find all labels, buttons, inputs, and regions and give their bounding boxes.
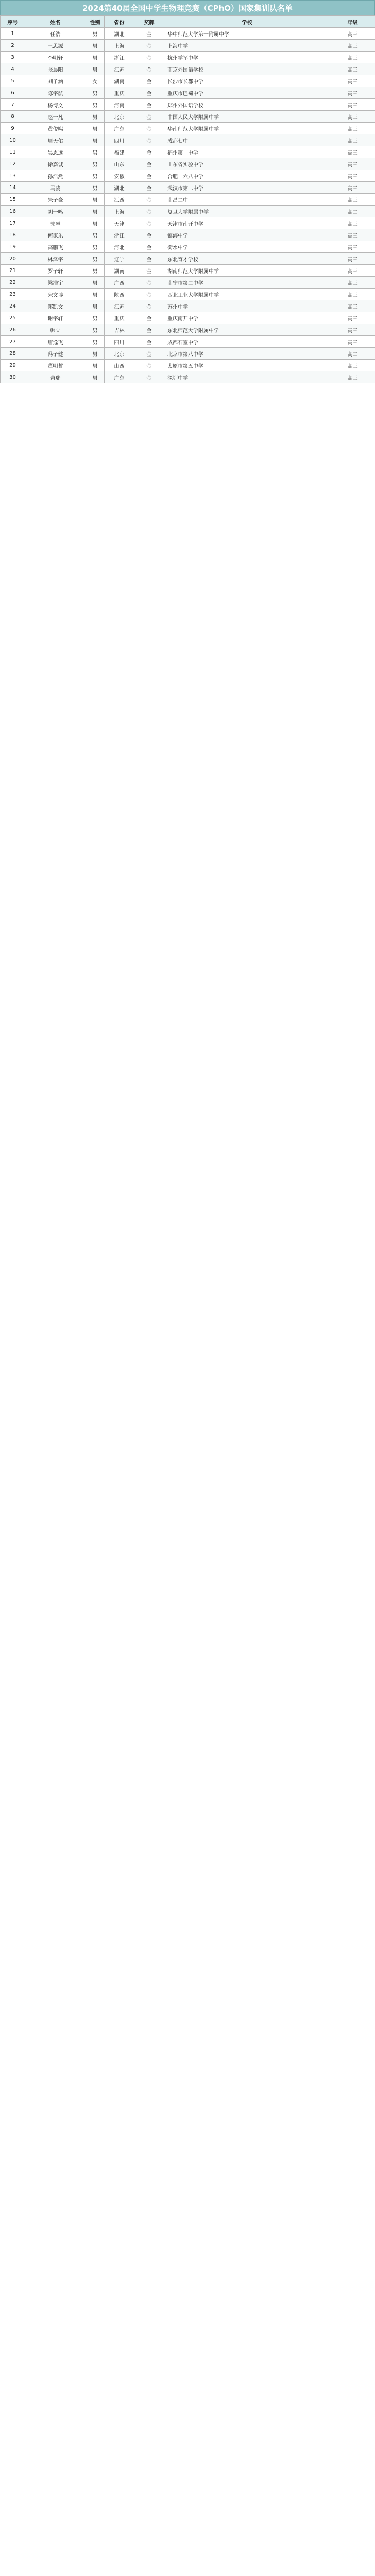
table-cell: 26 xyxy=(1,324,25,336)
table-row xyxy=(1,194,375,206)
table-row xyxy=(1,241,375,253)
table-cell: 10 xyxy=(1,134,25,146)
column-header: 年级 xyxy=(330,16,375,28)
table-cell: 长沙市长郡中学 xyxy=(164,75,330,87)
table-cell: 17 xyxy=(1,217,25,229)
table-cell: 河北 xyxy=(105,241,134,253)
table-cell: 金 xyxy=(134,348,164,360)
table-cell: 高二 xyxy=(330,348,375,360)
table-cell: 高三 xyxy=(330,336,375,348)
table-cell: 金 xyxy=(134,134,164,146)
table-cell: 男 xyxy=(86,217,105,229)
table-cell: 男 xyxy=(86,87,105,99)
table-cell: 25 xyxy=(1,312,25,324)
table-cell: 男 xyxy=(86,360,105,371)
table-cell: 河南 xyxy=(105,99,134,111)
table-cell: 男 xyxy=(86,63,105,75)
table-cell: 男 xyxy=(86,123,105,134)
table-row xyxy=(1,63,375,75)
table-cell: 高三 xyxy=(330,265,375,277)
table-cell: 14 xyxy=(1,182,25,194)
table-cell: 男 xyxy=(86,170,105,182)
table-cell: 19 xyxy=(1,241,25,253)
table-cell: 郭睿 xyxy=(25,217,86,229)
table-cell: 朱子豪 xyxy=(25,194,86,206)
table-cell: 12 xyxy=(1,158,25,170)
table-cell: 金 xyxy=(134,241,164,253)
table-cell: 杨博文 xyxy=(25,99,86,111)
table-cell: 金 xyxy=(134,336,164,348)
table-cell: 高三 xyxy=(330,75,375,87)
table-cell: 金 xyxy=(134,123,164,134)
table-cell: 董明哲 xyxy=(25,360,86,371)
table-cell: 高三 xyxy=(330,52,375,63)
table-cell: 周天佑 xyxy=(25,134,86,146)
table-cell: 女 xyxy=(86,75,105,87)
table-cell: 11 xyxy=(1,146,25,158)
table-cell: 21 xyxy=(1,265,25,277)
table-cell: 高三 xyxy=(330,170,375,182)
table-row xyxy=(1,40,375,52)
table-cell: 任浩 xyxy=(25,28,86,40)
table-cell: 27 xyxy=(1,336,25,348)
table-cell: 高三 xyxy=(330,194,375,206)
table-cell: 16 xyxy=(1,206,25,217)
table-cell: 高三 xyxy=(330,146,375,158)
table-cell: 武汉市第二中学 xyxy=(164,182,330,194)
table-cell: 金 xyxy=(134,28,164,40)
table-cell: 浙江 xyxy=(105,229,134,241)
table-cell: 金 xyxy=(134,229,164,241)
table-cell: 28 xyxy=(1,348,25,360)
column-header: 序号 xyxy=(1,16,25,28)
table-cell: 北京市第八中学 xyxy=(164,348,330,360)
table-cell: 浙江 xyxy=(105,52,134,63)
table-cell: 湖南师范大学附属中学 xyxy=(164,265,330,277)
table-cell: 男 xyxy=(86,336,105,348)
table-cell: 3 xyxy=(1,52,25,63)
table-row xyxy=(1,371,375,383)
table-cell: 山西 xyxy=(105,360,134,371)
table-cell: 金 xyxy=(134,170,164,182)
table-row xyxy=(1,75,375,87)
table-cell: 高三 xyxy=(330,371,375,383)
table-cell: 高三 xyxy=(330,40,375,52)
table-cell: 9 xyxy=(1,123,25,134)
table-cell: 高三 xyxy=(330,28,375,40)
table-cell: 西北工业大学附属中学 xyxy=(164,289,330,300)
table-row xyxy=(1,134,375,146)
table-row xyxy=(1,170,375,182)
table-cell: 深圳中学 xyxy=(164,371,330,383)
table-cell: 王思源 xyxy=(25,40,86,52)
table-cell: 重庆 xyxy=(105,87,134,99)
table-cell: 20 xyxy=(1,253,25,265)
table-cell: 1 xyxy=(1,28,25,40)
table-cell: 湖南 xyxy=(105,265,134,277)
table-cell: 杭州学军中学 xyxy=(164,52,330,63)
table-cell: 吴思远 xyxy=(25,146,86,158)
table-row xyxy=(1,324,375,336)
table-cell: 孙浩然 xyxy=(25,170,86,182)
table-cell: 男 xyxy=(86,229,105,241)
table-cell: 高三 xyxy=(330,289,375,300)
table-cell: 男 xyxy=(86,253,105,265)
table-cell: 男 xyxy=(86,348,105,360)
table-cell: 高鹏飞 xyxy=(25,241,86,253)
table-cell: 13 xyxy=(1,170,25,182)
table-cell: 金 xyxy=(134,146,164,158)
table-body xyxy=(1,28,375,383)
table-cell: 5 xyxy=(1,75,25,87)
table-cell: 金 xyxy=(134,63,164,75)
table-row xyxy=(1,300,375,312)
column-header: 姓名 xyxy=(25,16,86,28)
table-cell: 24 xyxy=(1,300,25,312)
table-cell: 金 xyxy=(134,265,164,277)
table-cell: 男 xyxy=(86,40,105,52)
table-cell: 上海 xyxy=(105,206,134,217)
table-cell: 金 xyxy=(134,87,164,99)
table-cell: 高三 xyxy=(330,63,375,75)
table-cell: 上海中学 xyxy=(164,40,330,52)
table-cell: 高三 xyxy=(330,241,375,253)
table-row xyxy=(1,277,375,289)
table-cell: 陕西 xyxy=(105,289,134,300)
column-header: 省份 xyxy=(105,16,134,28)
table-cell: 重庆 xyxy=(105,312,134,324)
table-cell: 郑凯文 xyxy=(25,300,86,312)
table-cell: 18 xyxy=(1,229,25,241)
table-cell: 金 xyxy=(134,158,164,170)
table-cell: 男 xyxy=(86,265,105,277)
table-cell: 23 xyxy=(1,289,25,300)
table-cell: 李明轩 xyxy=(25,52,86,63)
table-cell: 重庆市巴蜀中学 xyxy=(164,87,330,99)
table-cell: 高三 xyxy=(330,111,375,123)
table-cell: 男 xyxy=(86,312,105,324)
table-cell: 30 xyxy=(1,371,25,383)
table-cell: 刘子涵 xyxy=(25,75,86,87)
table-cell: 金 xyxy=(134,40,164,52)
table-row xyxy=(1,99,375,111)
table-cell: 何家乐 xyxy=(25,229,86,241)
table-cell: 6 xyxy=(1,87,25,99)
table-cell: 天津市南开中学 xyxy=(164,217,330,229)
table-cell: 高二 xyxy=(330,206,375,217)
table-row xyxy=(1,206,375,217)
table-cell: 江西 xyxy=(105,194,134,206)
table-header xyxy=(1,16,375,28)
table-row xyxy=(1,28,375,40)
table-cell: 男 xyxy=(86,182,105,194)
table-cell: 金 xyxy=(134,52,164,63)
table-cell: 东北育才学校 xyxy=(164,253,330,265)
table-cell: 金 xyxy=(134,253,164,265)
table-cell: 胡一鸣 xyxy=(25,206,86,217)
table-cell: 梁浩宇 xyxy=(25,277,86,289)
table-cell: 萧瑞 xyxy=(25,371,86,383)
table-cell: 4 xyxy=(1,63,25,75)
table-cell: 高三 xyxy=(330,99,375,111)
table-cell: 安徽 xyxy=(105,170,134,182)
table-cell: 8 xyxy=(1,111,25,123)
table-cell: 谢宇轩 xyxy=(25,312,86,324)
table-cell: 金 xyxy=(134,360,164,371)
table-cell: 男 xyxy=(86,146,105,158)
table-cell: 复旦大学附属中学 xyxy=(164,206,330,217)
table-cell: 男 xyxy=(86,371,105,383)
table-cell: 四川 xyxy=(105,134,134,146)
results-sheet xyxy=(0,0,375,383)
table-cell: 金 xyxy=(134,277,164,289)
table-cell: 金 xyxy=(134,324,164,336)
table-cell: 金 xyxy=(134,217,164,229)
table-row xyxy=(1,348,375,360)
table-cell: 湖北 xyxy=(105,28,134,40)
table-cell: 高三 xyxy=(330,134,375,146)
table-cell: 北京 xyxy=(105,348,134,360)
table-cell: 冯子健 xyxy=(25,348,86,360)
table-cell: 男 xyxy=(86,241,105,253)
table-cell: 男 xyxy=(86,324,105,336)
table-cell: 男 xyxy=(86,206,105,217)
table-cell: 高三 xyxy=(330,300,375,312)
table-cell: 华中师范大学第一附属中学 xyxy=(164,28,330,40)
table-cell: 男 xyxy=(86,289,105,300)
table-cell: 29 xyxy=(1,360,25,371)
table-cell: 高三 xyxy=(330,182,375,194)
table-cell: 金 xyxy=(134,99,164,111)
table-cell: 山东省实验中学 xyxy=(164,158,330,170)
table-cell: 男 xyxy=(86,158,105,170)
table-cell: 22 xyxy=(1,277,25,289)
column-header: 奖牌 xyxy=(134,16,164,28)
table-cell: 南宁市第二中学 xyxy=(164,277,330,289)
table-cell: 赵一凡 xyxy=(25,111,86,123)
sheet-title: 2024第40届全国中学生物理竞赛（CPhO）国家集训队名单 xyxy=(0,0,375,15)
table-cell: 高三 xyxy=(330,87,375,99)
table-cell: 男 xyxy=(86,99,105,111)
table-cell: 山东 xyxy=(105,158,134,170)
table-cell: 林泽宇 xyxy=(25,253,86,265)
column-header: 性别 xyxy=(86,16,105,28)
table-cell: 高三 xyxy=(330,277,375,289)
table-cell: 江苏 xyxy=(105,63,134,75)
table-cell: 广西 xyxy=(105,277,134,289)
table-cell: 太原市第五中学 xyxy=(164,360,330,371)
table-cell: 辽宁 xyxy=(105,253,134,265)
table-cell: 韩立 xyxy=(25,324,86,336)
table-cell: 高三 xyxy=(330,217,375,229)
table-cell: 湖北 xyxy=(105,182,134,194)
table-cell: 高三 xyxy=(330,253,375,265)
table-row xyxy=(1,123,375,134)
table-cell: 华南师范大学附属中学 xyxy=(164,123,330,134)
table-row xyxy=(1,336,375,348)
table-cell: 江苏 xyxy=(105,300,134,312)
table-cell: 中国人民大学附属中学 xyxy=(164,111,330,123)
table-cell: 湖南 xyxy=(105,75,134,87)
table-cell: 成都七中 xyxy=(164,134,330,146)
table-cell: 15 xyxy=(1,194,25,206)
table-cell: 高三 xyxy=(330,123,375,134)
table-cell: 东北师范大学附属中学 xyxy=(164,324,330,336)
table-cell: 广东 xyxy=(105,371,134,383)
table-row xyxy=(1,146,375,158)
table-row xyxy=(1,289,375,300)
table-cell: 2 xyxy=(1,40,25,52)
table-cell: 苏州中学 xyxy=(164,300,330,312)
table-cell: 天津 xyxy=(105,217,134,229)
table-cell: 金 xyxy=(134,182,164,194)
column-header: 学校 xyxy=(164,16,330,28)
table-row xyxy=(1,87,375,99)
table-cell: 高三 xyxy=(330,158,375,170)
table-row xyxy=(1,217,375,229)
table-row xyxy=(1,312,375,324)
table-cell: 金 xyxy=(134,300,164,312)
table-cell: 金 xyxy=(134,371,164,383)
table-cell: 男 xyxy=(86,134,105,146)
table-cell: 高三 xyxy=(330,324,375,336)
table-cell: 男 xyxy=(86,194,105,206)
table-cell: 7 xyxy=(1,99,25,111)
table-cell: 上海 xyxy=(105,40,134,52)
table-cell: 合肥一六八中学 xyxy=(164,170,330,182)
table-cell: 金 xyxy=(134,194,164,206)
table-cell: 陈宇航 xyxy=(25,87,86,99)
table-cell: 衡水中学 xyxy=(164,241,330,253)
table-cell: 福建 xyxy=(105,146,134,158)
table-cell: 宋文博 xyxy=(25,289,86,300)
results-table xyxy=(0,15,375,383)
table-row xyxy=(1,265,375,277)
table-cell: 马骁 xyxy=(25,182,86,194)
table-cell: 北京 xyxy=(105,111,134,123)
table-row xyxy=(1,111,375,123)
table-cell: 男 xyxy=(86,300,105,312)
table-cell: 高三 xyxy=(330,229,375,241)
table-cell: 金 xyxy=(134,111,164,123)
table-cell: 金 xyxy=(134,206,164,217)
table-cell: 徐嘉诚 xyxy=(25,158,86,170)
table-cell: 张晨阳 xyxy=(25,63,86,75)
table-cell: 南京外国语学校 xyxy=(164,63,330,75)
table-cell: 唐逸飞 xyxy=(25,336,86,348)
table-cell: 金 xyxy=(134,312,164,324)
table-cell: 黄俊熙 xyxy=(25,123,86,134)
table-row xyxy=(1,229,375,241)
table-cell: 镇海中学 xyxy=(164,229,330,241)
table-cell: 男 xyxy=(86,28,105,40)
table-cell: 南昌二中 xyxy=(164,194,330,206)
table-cell: 广东 xyxy=(105,123,134,134)
table-cell: 高三 xyxy=(330,312,375,324)
table-cell: 金 xyxy=(134,75,164,87)
table-cell: 男 xyxy=(86,111,105,123)
table-cell: 四川 xyxy=(105,336,134,348)
table-row xyxy=(1,182,375,194)
table-cell: 郑州外国语学校 xyxy=(164,99,330,111)
table-cell: 成都石室中学 xyxy=(164,336,330,348)
table-cell: 男 xyxy=(86,52,105,63)
table-row xyxy=(1,360,375,371)
table-cell: 吉林 xyxy=(105,324,134,336)
table-cell: 重庆南开中学 xyxy=(164,312,330,324)
table-cell: 福州第一中学 xyxy=(164,146,330,158)
table-cell: 高三 xyxy=(330,360,375,371)
table-row xyxy=(1,158,375,170)
table-cell: 金 xyxy=(134,289,164,300)
table-cell: 罗子轩 xyxy=(25,265,86,277)
table-row xyxy=(1,52,375,63)
table-cell: 男 xyxy=(86,277,105,289)
table-row xyxy=(1,253,375,265)
